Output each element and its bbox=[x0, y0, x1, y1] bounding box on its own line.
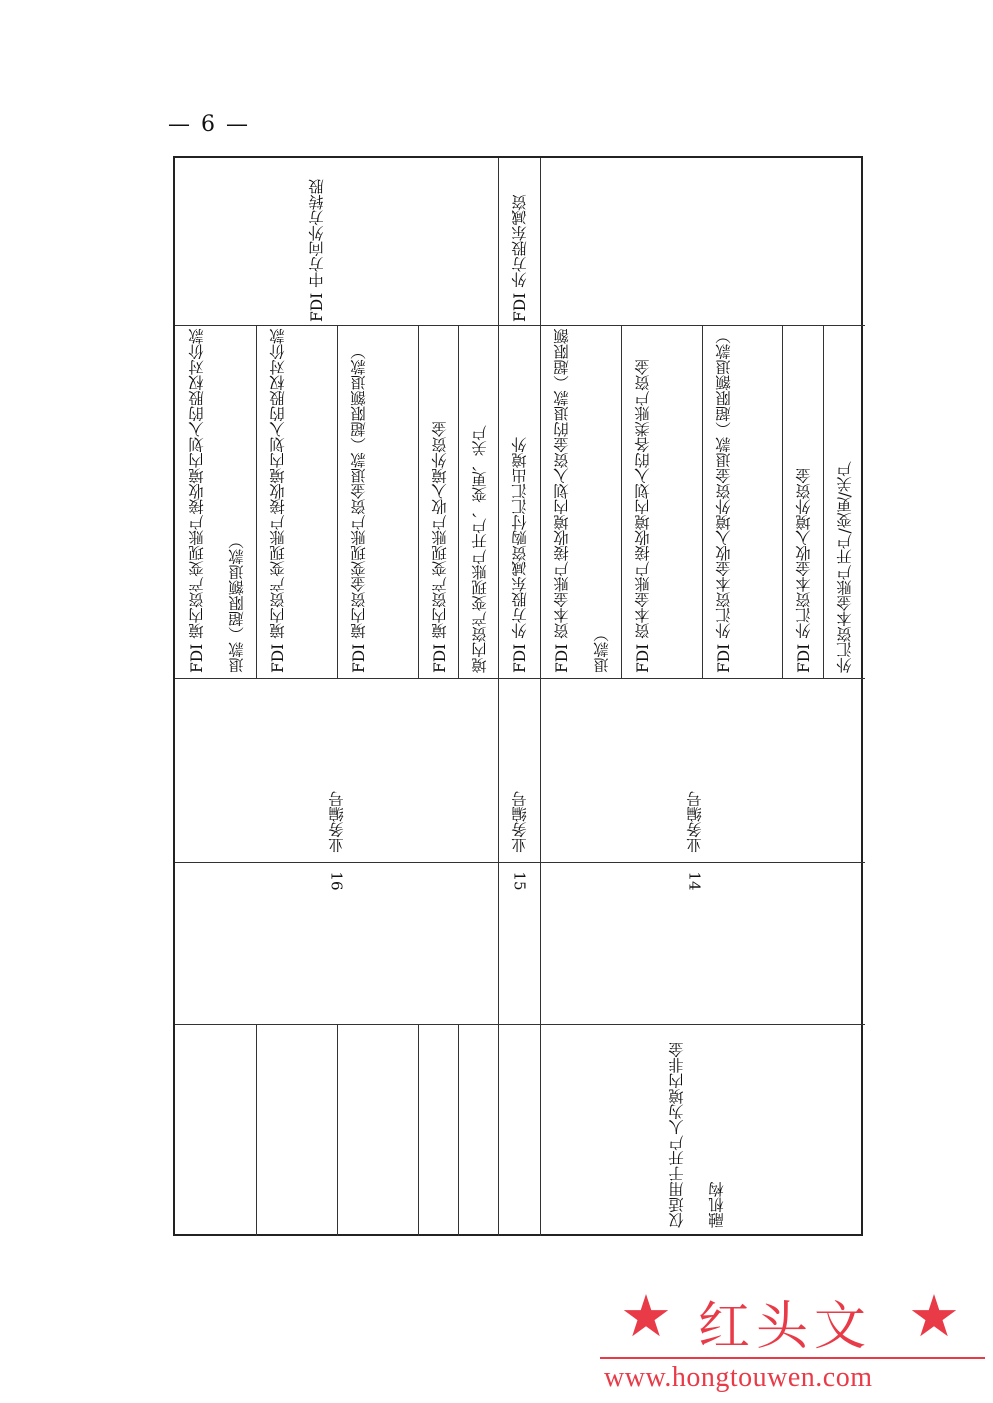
subrow-16a-note bbox=[458, 1024, 459, 1236]
item-16-2: FDI 境内资产变现账户收入境外资金 bbox=[431, 421, 449, 673]
item-14-1: 外汇资本金账户开户/变更/关户 bbox=[836, 461, 854, 673]
rotated-table bbox=[173, 156, 863, 1236]
note-14: 仅适用于开户人为境内非金融机构 bbox=[668, 1042, 726, 1228]
item-14-3: FDI 外汇资本金收入境外资金退款（超限额退款） bbox=[715, 328, 733, 673]
col-divider-1 bbox=[175, 678, 865, 679]
watermark-title: 红头文 bbox=[698, 1297, 873, 1357]
subrow-16b-note bbox=[418, 1024, 419, 1236]
item-14-4: FDI 资本金账户接收境内划入的各类账户资金 bbox=[634, 359, 652, 673]
category-16: FDI 中方向外方转股 bbox=[308, 179, 326, 322]
page-number: — 6 — bbox=[168, 112, 250, 137]
subrow-14c bbox=[702, 325, 703, 678]
watermark-divider bbox=[600, 1357, 985, 1359]
category-15: FDI 外方股东减资 bbox=[511, 194, 529, 322]
id-16: 16 bbox=[327, 871, 346, 891]
watermark-url: www.hongtouwen.com bbox=[604, 1362, 873, 1393]
item-14-2: FDI 外汇资本金收入境外资金 bbox=[795, 468, 813, 673]
item-16-4: FDI 境内资产变现账户接收境内划入的股权对价款 bbox=[269, 328, 287, 673]
col-divider-3 bbox=[175, 1024, 865, 1025]
subrow-14b bbox=[782, 325, 783, 678]
field-14: 业务编号 bbox=[686, 791, 704, 853]
item-16-5: FDI 境内资产变现账户接收境内划入的股权对价款退款（超限额退款） bbox=[188, 328, 246, 673]
row-divider-15-16 bbox=[498, 158, 499, 1236]
watermark-star-right: ★ bbox=[908, 1282, 960, 1350]
item-14-5: FDI 资本金账户接收境内划入资金的退款（超限额退款） bbox=[553, 328, 611, 673]
item-15-1: FDI 外方股东减资购付汇汇出境外 bbox=[511, 437, 529, 673]
subrow-16d-note bbox=[256, 1024, 257, 1236]
row-divider-14-15 bbox=[540, 158, 541, 1236]
subrow-16b bbox=[418, 325, 419, 678]
subrow-16c bbox=[337, 325, 338, 678]
item-16-3: FDI 境内资金变现账户资金退款（超限额退款） bbox=[350, 344, 368, 673]
watermark-star-left: ★ bbox=[620, 1282, 672, 1350]
col-divider-0 bbox=[175, 325, 865, 326]
field-15: 业务编号 bbox=[511, 791, 529, 853]
field-16: 业务编号 bbox=[328, 791, 346, 853]
subrow-16c-note bbox=[337, 1024, 338, 1236]
subrow-14d bbox=[621, 325, 622, 678]
id-14: 14 bbox=[685, 871, 704, 891]
id-15: 15 bbox=[510, 871, 529, 891]
item-16-1: 境内资产变现账户开户、变更、关户 bbox=[471, 425, 489, 673]
col-divider-2 bbox=[175, 862, 865, 863]
